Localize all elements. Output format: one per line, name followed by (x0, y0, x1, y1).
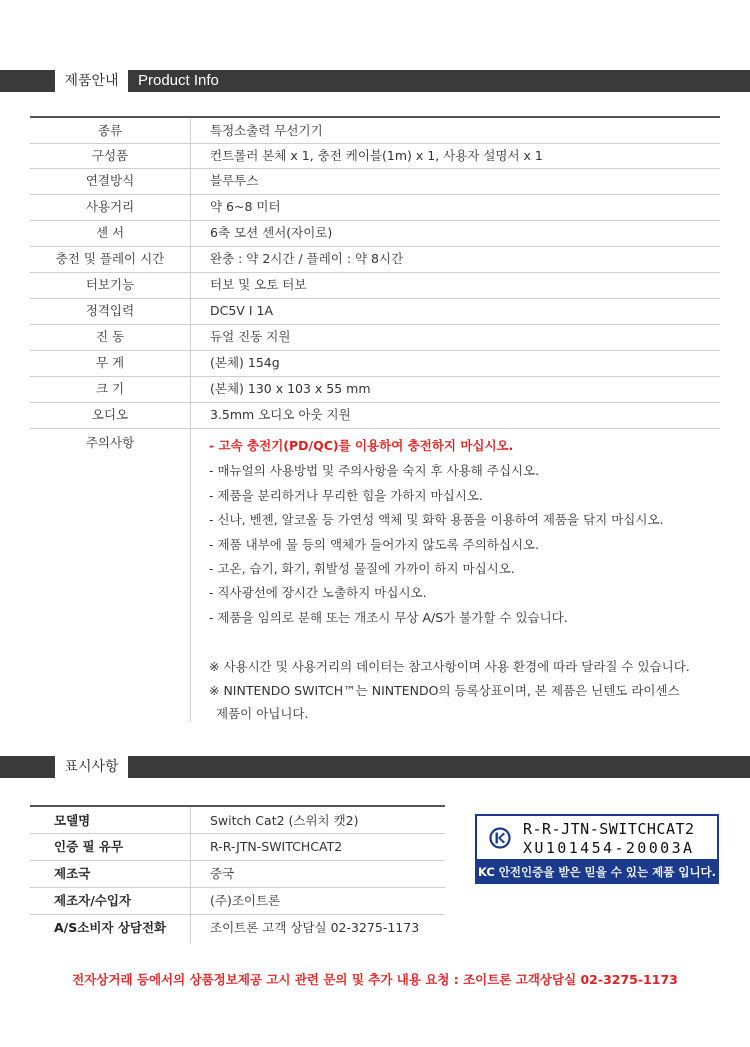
caution-note: ※ NINTENDO SWITCH™는 NINTENDO의 등록상표이며, 본 제품은 닌텐도 라이센스 (209, 683, 680, 698)
marking-row-model (30, 807, 445, 835)
marking-value: 중국 (210, 866, 235, 881)
marking-value: Switch Cat2 (스위치 캣2) (210, 813, 359, 828)
marking-label: 모델명 (54, 813, 91, 828)
spec-value: 듀얼 진동 지원 (210, 329, 291, 344)
spec-label: 구성품 (91, 148, 129, 163)
spec-label: 연결방식 (85, 173, 135, 188)
spec-label: 오디오 (91, 407, 129, 422)
caution-line: - 고온, 습기, 화기, 휘발성 물질에 가까이 하지 마십시오. (209, 561, 515, 576)
spec-row-weight (30, 350, 720, 375)
caution-note: 제품이 아닙니다. (216, 706, 309, 721)
spec-value: 특정소출력 무선기기 (210, 123, 323, 138)
kc-certification-label (475, 814, 719, 861)
product-info-header (0, 70, 750, 92)
spec-row-range (30, 194, 720, 219)
caution-line: - 매뉴얼의 사용방법 및 주의사항을 숙지 후 사용해 주십시오. (209, 463, 540, 478)
spec-label: 센 서 (95, 225, 125, 240)
markings-header (0, 756, 750, 778)
caution-line: - 제품을 임의로 분해 또는 개조시 무상 A/S가 불가할 수 있습니다. (209, 610, 568, 625)
spec-value: 완충 : 약 2시간 / 플레이 : 약 8시간 (210, 251, 404, 266)
marking-value: R-R-JTN-SWITCHCAT2 (210, 839, 343, 854)
spec-row-sensor (30, 220, 720, 245)
marking-row-certification (30, 833, 445, 861)
marking-label: A/S소비자 상담전화 (54, 920, 167, 935)
kc-mark-icon (489, 827, 511, 849)
spec-row-connection (30, 168, 720, 193)
marking-label: 제조국 (54, 866, 91, 881)
marking-value: (주)조이트론 (210, 893, 281, 908)
spec-value: 약 6~8 미터 (210, 199, 281, 214)
spec-value: 컨트롤러 본체 x 1, 충전 케이블(1m) x 1, 사용자 설명서 x 1 (210, 148, 543, 163)
spec-label: 사용거리 (85, 199, 135, 214)
spec-value: 터보 및 오토 터보 (210, 277, 307, 292)
caution-line: - 직사광선에 장시간 노출하지 마십시오. (209, 585, 427, 600)
caution-line: - 신나, 벤젠, 알코올 등 가연성 액체 및 화학 용품을 이용하여 제품을 닦지 마십시오. (209, 512, 664, 527)
spec-value: DC5V I 1A (210, 303, 273, 318)
spec-value: (본체) 130 x 103 x 55 mm (210, 381, 371, 396)
spec-label: 진 동 (95, 329, 125, 344)
spec-row-turbo (30, 272, 720, 297)
spec-row-audio (30, 402, 720, 427)
caution-note: ※ 사용시간 및 사용거리의 데이터는 참고사항이며 사용 환경에 따라 달라질 수 있습니다. (209, 659, 690, 674)
marking-row-manufacturer (30, 887, 445, 915)
spec-label: 크 기 (95, 381, 125, 396)
spec-row-input (30, 298, 720, 323)
product-info-title-ko: 제품안내 (55, 70, 128, 92)
spec-row-charge-play (30, 246, 720, 271)
marking-value: 조이트론 고객 상담실 02-3275-1173 (210, 920, 420, 935)
caution-line-fast-charge: - 고속 충전기(PD/QC)를 이용하여 충전하지 마십시오. (209, 438, 514, 453)
kc-cert-number: R-R-JTN-SWITCHCAT2 (523, 820, 695, 838)
caution-label: 주의사항 (85, 435, 135, 450)
caution-line: - 제품 내부에 물 등의 액체가 들어가지 않도록 주의하십시오. (209, 537, 540, 552)
caution-line: - 제품을 분리하거나 무리한 힘을 가하지 마십시오. (209, 488, 483, 503)
spec-value: 블루투스 (210, 173, 259, 188)
marking-row-country (30, 860, 445, 888)
spec-row-components (30, 143, 720, 168)
kc-banner: KC 안전인증을 받은 믿을 수 있는 제품 입니다. (475, 861, 719, 884)
kc-safety-number: XU101454-20003A (523, 839, 695, 857)
spec-value: 3.5mm 오디오 아웃 지원 (210, 407, 351, 422)
spec-label: 정격입력 (85, 303, 135, 318)
spec-label: 충전 및 플레이 시간 (55, 251, 165, 266)
spec-label: 무 게 (95, 355, 125, 370)
marking-label: 인증 필 유무 (54, 839, 124, 854)
markings-title-ko: 표시사항 (55, 756, 128, 778)
footer-contact-notice: 전자상거래 등에서의 상품정보제공 고시 관련 문의 및 추가 내용 요청 : 조이트론 고객상담실 02-3275-1173 (72, 972, 678, 987)
marking-row-as-phone (30, 914, 445, 942)
spec-row-size (30, 376, 720, 401)
spec-label: 종류 (97, 123, 123, 138)
marking-label: 제조자/수입자 (54, 893, 132, 908)
spec-value: (본체) 154g (210, 355, 280, 370)
spec-value: 6축 모션 센서(자이로) (210, 225, 333, 240)
spec-row-type (30, 118, 720, 143)
spec-row-vibration (30, 324, 720, 349)
spec-label: 터보기능 (85, 277, 135, 292)
product-info-title-en: Product Info (138, 72, 219, 89)
